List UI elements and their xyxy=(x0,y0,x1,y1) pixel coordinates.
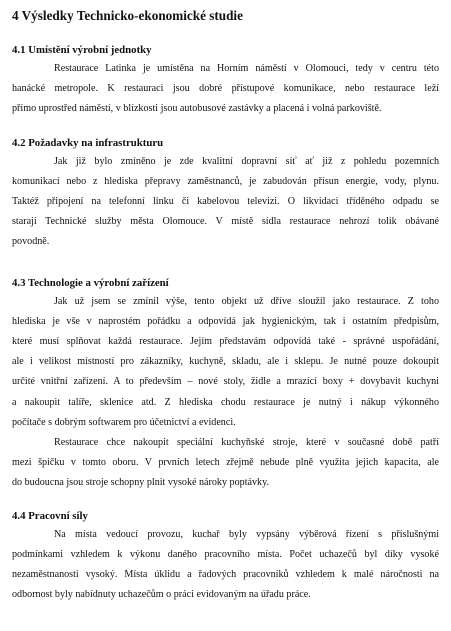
paragraph-line: komunikací nebo z hlediska přepravy zaměstnanců, je zabudován přísun energie, vody, plynu. xyxy=(12,175,439,187)
paragraph-line: Jak již bylo zmíněno je zde kvalitní dopravní síť ať již z pohledu pozemních xyxy=(54,155,439,167)
section-4-1 xyxy=(12,43,439,120)
paragraph xyxy=(12,433,439,494)
paragraph-line: ale i velikost místností pro zákazníky, kuchyně, skladu, ale i sklepu. Je nutné pouze dokoupit xyxy=(12,356,439,368)
section-heading: 4.2 Požadavky na infrastrukturu xyxy=(12,136,164,149)
section-4-3 xyxy=(12,276,439,494)
paragraph-line: mezi špičku v tomto oboru. V prvních letech zřejmě nebude plně využita jejich kapacita, ale xyxy=(12,457,439,469)
document-title: 4 Výsledky Technicko-ekonomické studie xyxy=(12,8,243,23)
paragraph-line: které musí splňovat každá restaurace. Jejím představám odpovídá také - správné uspořádání, xyxy=(12,336,439,348)
paragraph-line: hlediska je vše v naprostém pořádku a odpovídá jak hygienickým, tak i ostatním předpisům, xyxy=(12,315,439,327)
paragraph-line: Restaurace Latinka je umístěna na Horním náměstí v Olomouci, tedy v centru této xyxy=(54,63,439,74)
paragraph-line: přímo uprostřed náměstí, v blízkosti jsou autobusové zastávky a placená i volná parkoviště. xyxy=(12,103,382,115)
paragraph-line: starají Technické služby města Olomouce. V místě sídla restaurace nehrozí tolik obávané xyxy=(12,216,439,228)
paragraph-line: Taktéž připojení na telefonní linku či kabelovou televizi. O likvidaci tříděného odpadu se xyxy=(12,196,439,208)
paragraph-line: a nakoupit talíře, sklenice atd. Z hlediska chodu restaurace je nutný i nákup výkonného xyxy=(12,396,439,408)
paragraph-line: Na místa vedoucí provozu, kuchař byly vypsány výběrová řízení s příslušnými xyxy=(54,528,439,540)
section-4-2 xyxy=(12,136,439,253)
paragraph-line: hanácké metropole. K restauraci jsou dobré přístupové komunikace, nebo restaurace leží xyxy=(12,83,439,95)
paragraph-line: do budoucna jsou stroje schopny plnit vysoké nároky poptávky. xyxy=(12,477,269,489)
section-heading: 4.4 Pracovní síly xyxy=(12,509,88,522)
paragraph xyxy=(12,292,439,433)
paragraph xyxy=(12,59,439,120)
paragraph-line: určité vnitřní zařízení. A to především – nové stoly, židle a mrazící boxy + dovybavit kuchyni xyxy=(12,376,439,388)
paragraph-line: podmínkami vzhledem k výkonu daného pracovního místa. Počet uchazečů byl díky vysoké xyxy=(12,548,439,560)
paragraph-line: nezaměstnanosti vysoký. Místa úklidu a řadových pracovníků vzhledem k malé náročnosti na xyxy=(12,569,439,581)
section-heading: 4.1 Umístění výrobní jednotky xyxy=(12,44,152,56)
paragraph-line: Restaurace chce nakoupit speciální kuchyňské stroje, které v současné době patří xyxy=(54,437,439,449)
section-4-4 xyxy=(12,509,439,606)
paragraph-line: Jak už jsem se zmínil výše, tento objekt už dříve sloužil jako restaurace. Z toho xyxy=(54,295,439,307)
paragraph xyxy=(12,525,439,606)
section-heading: 4.3 Technologie a výrobní zařízení xyxy=(12,276,169,289)
paragraph-line: povodně. xyxy=(12,236,50,248)
paragraph-line: odbornost byly nabídnuty uchazečům o práci evidovaným na úřadu práce. xyxy=(12,589,311,601)
paragraph xyxy=(12,152,439,253)
paragraph-line: počítače s dobrým softwarem pro účetnictví a evidenci. xyxy=(12,416,236,428)
